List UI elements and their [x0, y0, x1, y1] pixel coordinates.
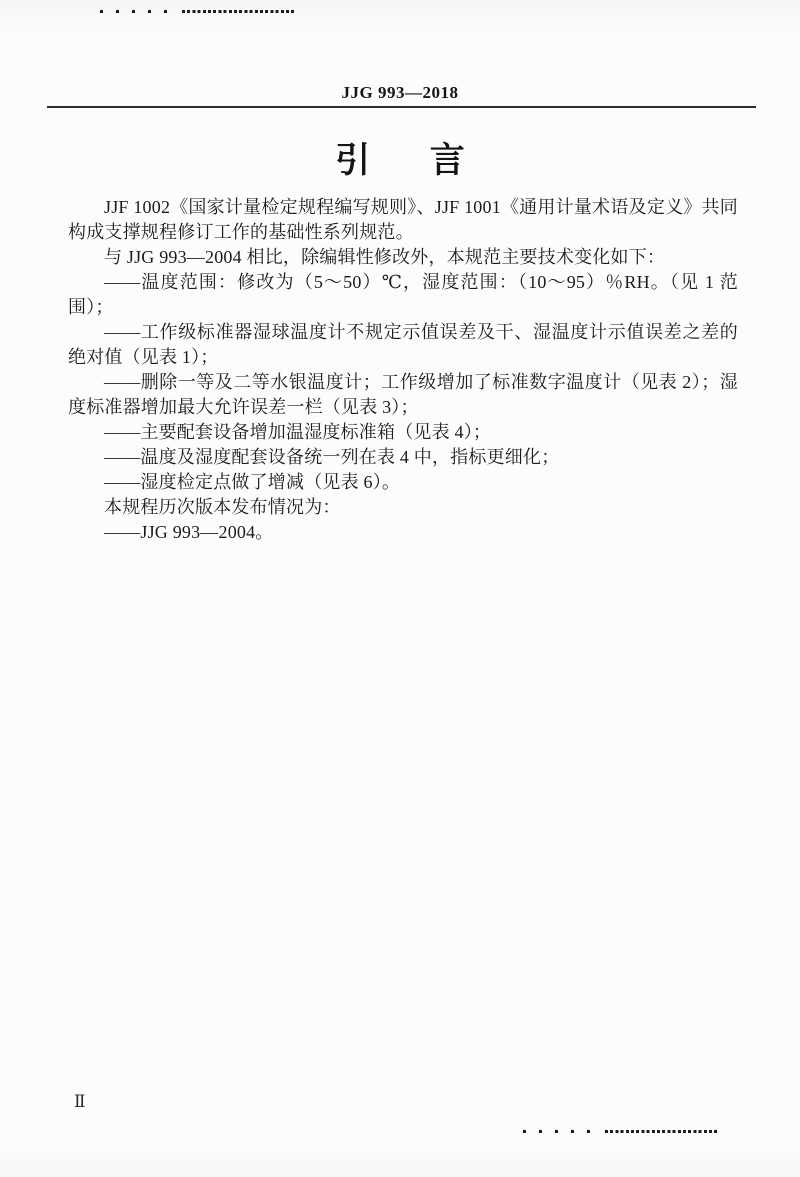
registration-marks-bottom: [523, 1129, 717, 1133]
dotted-line: [605, 1130, 717, 1133]
paragraph: ——删除一等及二等水银温度计；工作级增加了标准数字温度计（见表 2）；湿度标准器增加最大允许误差一栏（见表 3）；: [68, 372, 738, 417]
page-number: Ⅱ: [74, 1092, 86, 1111]
dotted-line: [182, 10, 294, 13]
paragraph: ——工作级标准器湿球温度计不规定示值误差及干、湿温度计示值误差之差的绝对值（见表 1）；: [68, 322, 738, 367]
dot: [132, 10, 135, 13]
dot: [539, 1130, 542, 1133]
paragraph: ——湿度检定点做了增减（见表 6）。: [104, 472, 401, 492]
registration-marks-top: [100, 9, 294, 13]
dot: [571, 1130, 574, 1133]
paragraph: 与 JJG 993—2004 相比，除编辑性修改外，本规范主要技术变化如下：: [104, 247, 666, 267]
paragraph: ——JJG 993—2004。: [104, 522, 274, 542]
dot: [164, 10, 167, 13]
dot: [555, 1130, 558, 1133]
header-rule: [47, 106, 756, 108]
dot: [116, 10, 119, 13]
dot: [523, 1130, 526, 1133]
dot: [148, 10, 151, 13]
paragraph: ——温度及湿度配套设备统一列在表 4 中，指标更细化；: [104, 447, 560, 467]
paragraph: ——温度范围：修改为（5～50）℃，湿度范围：（10～95）％RH。（见 1 范围）；: [68, 272, 738, 317]
page-title: 引言: [335, 141, 525, 180]
paragraph: 本规程历次版本发布情况为：: [104, 497, 341, 517]
content: [68, 195, 738, 545]
paragraph: JJF 1002《国家计量检定规程编写规则》、JJF 1001《通用计量术语及定义》共同构成支撑规程修订工作的基础性系列规范。: [68, 197, 738, 242]
dot: [100, 10, 103, 13]
document-code: JJG 993—2018: [341, 83, 459, 102]
dot: [587, 1130, 590, 1133]
paragraph: ——主要配套设备增加温湿度标准箱（见表 4）；: [104, 422, 492, 442]
